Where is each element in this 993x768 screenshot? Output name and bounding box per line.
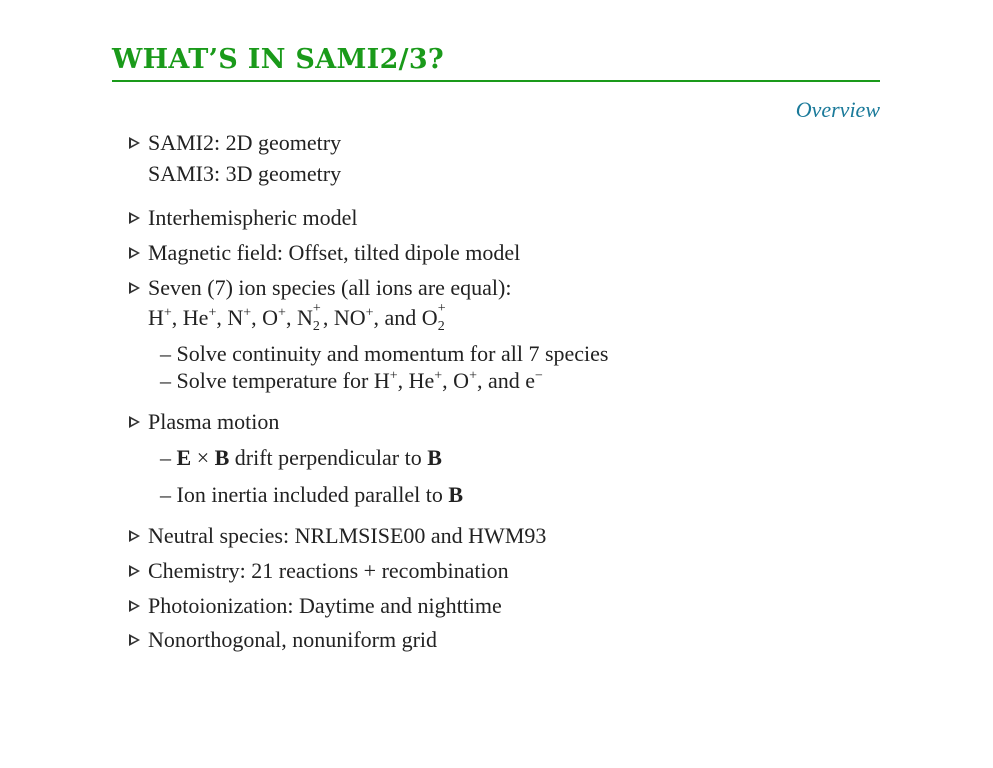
sub-item-temperature: – Solve temperature for H+, He+, O+, and e−: [160, 368, 543, 393]
triangle-bullet-icon: [129, 565, 140, 577]
grid-item: Nonorthogonal, nonuniform grid: [148, 627, 438, 652]
triangle-bullet-icon: [129, 416, 140, 428]
geometry-sami2: SAMI2: 2D geometry: [148, 130, 342, 155]
neutral-species-item: Neutral species: NRLMSISE00 and HWM93: [148, 523, 547, 548]
chemistry-item: Chemistry: 21 reactions + recombination: [148, 558, 509, 583]
title-rule: [112, 80, 880, 82]
interhemispheric-item: Interhemispheric model: [148, 205, 358, 230]
section-label: Overview: [795, 97, 880, 122]
ion-species-item: Seven (7) ion species (all ions are equal):: [148, 275, 512, 300]
triangle-bullet-icon: [129, 247, 140, 259]
triangle-bullet-icon: [129, 634, 140, 646]
triangle-bullet-icon: [129, 282, 140, 294]
geometry-sami3: SAMI3: 3D geometry: [148, 161, 342, 186]
plasma-motion-item: Plasma motion: [148, 409, 280, 434]
sub-item-exb-drift: – E × B drift perpendicular to B: [160, 445, 442, 470]
photoionization-item: Photoionization: Daytime and nighttime: [148, 593, 502, 618]
sub-item-continuity: – Solve continuity and momentum for all 7 species: [160, 341, 609, 366]
triangle-bullet-icon: [129, 530, 140, 542]
slide-title: WHAT’S IN SAMI2/3?: [112, 44, 445, 75]
magnetic-field-item: Magnetic field: Offset, tilted dipole model: [148, 240, 521, 265]
triangle-bullet-icon: [129, 600, 140, 612]
ion-species-list: H+, He+, N+, O+, N + 2 , NO+, and O + 2: [148, 301, 446, 334]
sub-item-ion-inertia: – Ion inertia included parallel to B: [160, 482, 464, 507]
triangle-bullet-icon: [129, 212, 140, 224]
triangle-bullet-icon: [129, 137, 140, 149]
